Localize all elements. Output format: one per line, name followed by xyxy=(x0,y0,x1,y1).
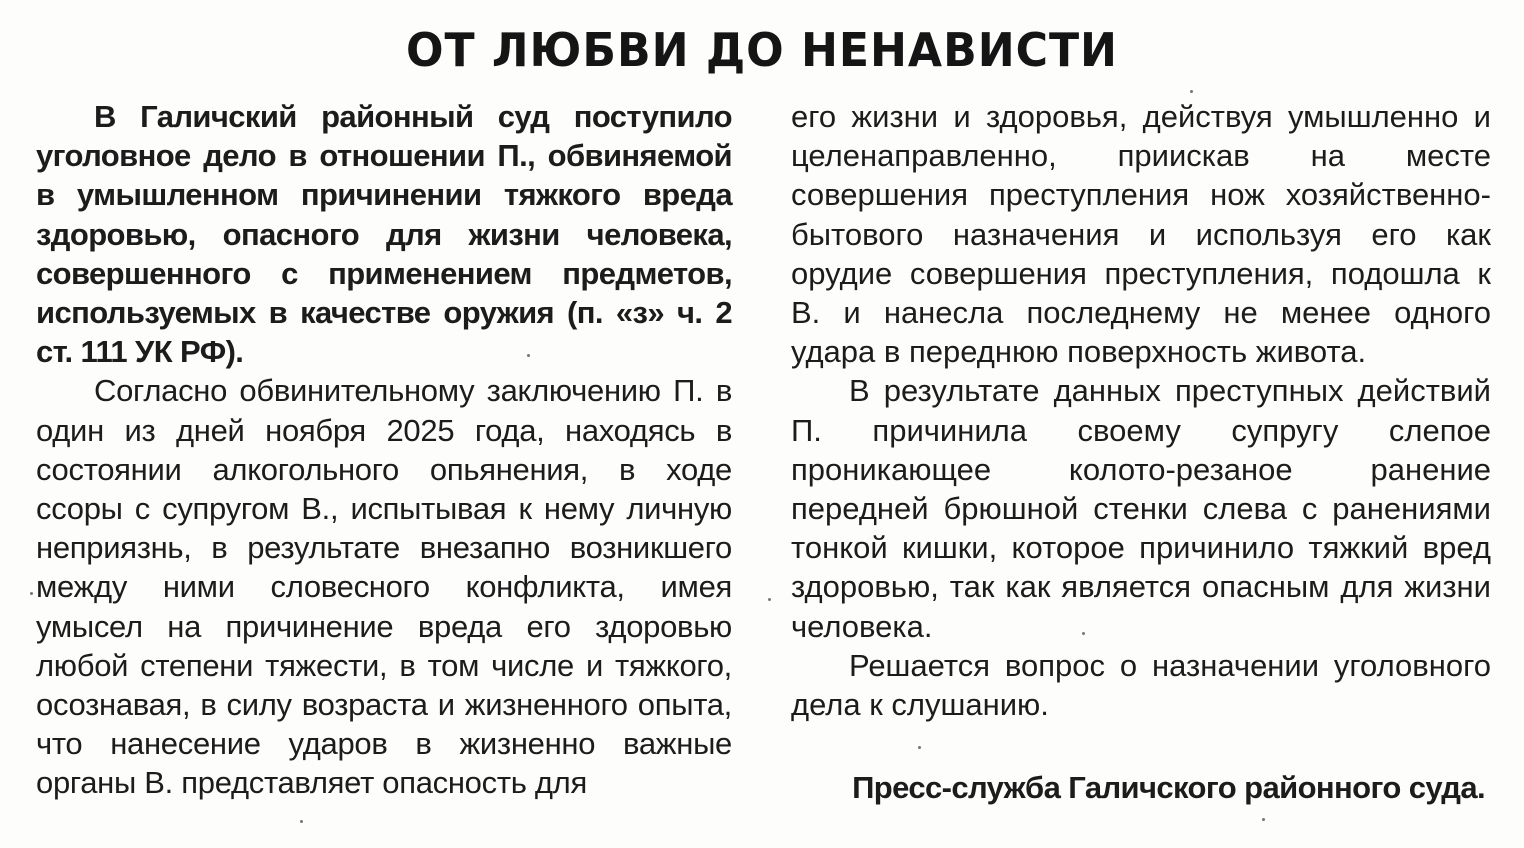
consequences-paragraph: В результате данных преступных действий П. причинила своему супругу слепое проникающее колото-резаное ранение передней брюшной стенки слева с ранениями тонкой кишки, которое причинило тяжкий вред здоровью, так как является опасным для жизни человека. xyxy=(791,373,1491,644)
article-headline: ОТ ЛЮБВИ ДО НЕНАВИСТИ xyxy=(406,23,1118,77)
right-column xyxy=(791,97,1491,724)
print-speck xyxy=(300,820,303,823)
print-speck xyxy=(30,592,33,595)
intro-paragraph: В Галичский районный суд поступило уголовное дело в отношении П., обвиняемой в умышленном причинении тяжкого вреда здоровью, опасного для жизни человека, совершенного с применением предметов, используемых в качестве оружия (п. «з» ч. 2 ст. 111 УК РФ). xyxy=(36,99,732,370)
hearing-paragraph: Решается вопрос о назначении уголовного дела к слушанию. xyxy=(791,647,1491,723)
indictment-paragraph-continued: его жизни и здоровья, действуя умышленно и целенаправленно, приискав на месте совершения преступления нож хозяйственно-бытового назначения и используя его как орудие совершения преступления, подошла к В. и нанесла последнему не менее одного удара в переднюю поверхность живота. xyxy=(791,99,1491,370)
press-service-signature: Пресс-служба Галичского районного суда. xyxy=(852,770,1485,805)
print-speck xyxy=(768,598,771,601)
print-speck xyxy=(1082,632,1085,635)
print-speck xyxy=(918,746,921,749)
print-speck xyxy=(1262,818,1265,821)
indictment-paragraph: Согласно обвинительному заключению П. в один из дней ноября 2025 года, находясь в состоянии алкогольного опьянения, в ходе ссоры с супругом В., испытывая к нему личную неприязнь, в результате внезапно возникшего между ними словесного конфликта, имея умысел на причинение вреда его здоровью любой степени тяжести, в том числе и тяжкого, осознавая, в силу возраста и жизненного опыта, что нанесение ударов в жизненно важные органы В. представляет опасность для xyxy=(36,373,732,801)
print-speck xyxy=(527,354,530,357)
print-speck xyxy=(1190,90,1193,93)
left-column xyxy=(36,97,732,803)
